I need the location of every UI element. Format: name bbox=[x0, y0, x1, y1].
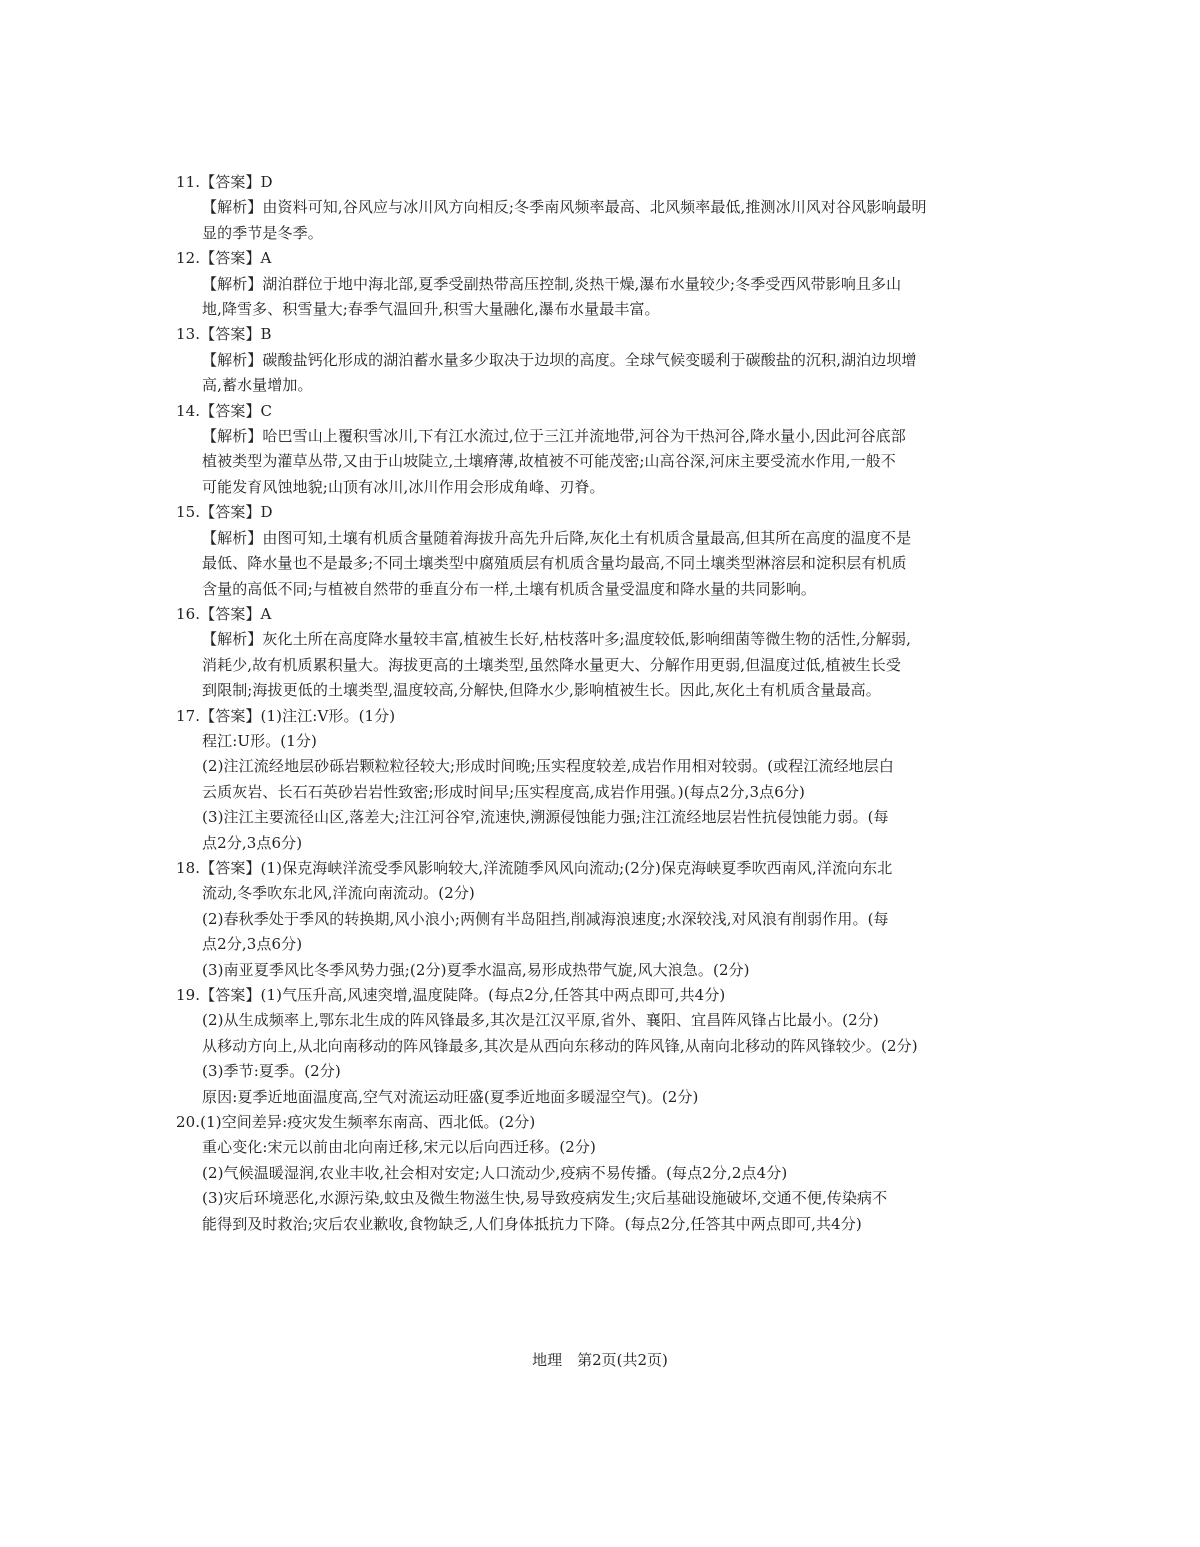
body-line: 地,降雪多、积雪量大;春季气温回升,积雪大量融化,瀑布水量最丰富。 bbox=[202, 300, 660, 319]
body-line: 【解析】灰化土所在高度降水量较丰富,植被生长好,枯枝落叶多;温度较低,影响细菌等微生物的活性,分解弱, bbox=[202, 630, 911, 649]
question-line: 18.【答案】(1)保克海峡洋流受季风影响较大,洋流随季风风向流动;(2分)保克海峡夏季吹西南风,洋流向东北 bbox=[176, 858, 893, 877]
question-line: 12.【答案】A bbox=[176, 249, 272, 268]
body-line: 流动,冬季吹东北风,洋流向南流动。(2分) bbox=[202, 884, 475, 903]
question-line: 13.【答案】B bbox=[176, 325, 272, 344]
body-line: 到限制;海拔更低的土壤类型,温度较高,分解快,但降水少,影响植被生长。因此,灰化土有机质含量最高。 bbox=[202, 681, 881, 700]
body-line: 可能发育风蚀地貌;山顶有冰川,冰川作用会形成角峰、刃脊。 bbox=[202, 477, 605, 496]
body-line: 含量的高低不同;与植被自然带的垂直分布一样,土壤有机质含量受温度和降水量的共同影响。 bbox=[202, 579, 817, 598]
body-line: (3)灾后环境恶化,水源污染,蚊虫及微生物滋生快,易导致疫病发生;灾后基础设施破坏,交通不便,传染病不 bbox=[202, 1189, 888, 1208]
body-line: 从移动方向上,从北向南移动的阵风锋最多,其次是从西向东移动的阵风锋,从南向北移动的阵风锋较少。(2分) bbox=[202, 1036, 918, 1055]
question-line: 16.【答案】A bbox=[176, 604, 272, 623]
body-line: 点2分,3点6分) bbox=[202, 935, 303, 954]
body-line: 最低、降水量也不是最多;不同土壤类型中腐殖质层有机质含量均最高,不同土壤类型淋溶层和淀积层有机质 bbox=[202, 554, 907, 573]
body-line: (3)注江主要流径山区,落差大;注江河谷窄,流速快,溯源侵蚀能力强;注江流经地层岩性抗侵蚀能力弱。(每 bbox=[202, 808, 889, 827]
body-line: 【解析】哈巴雪山上覆积雪冰川,下有江水流过,位于三江并流地带,河谷为干热河谷,降水量小,因此河谷底部 bbox=[202, 427, 906, 446]
body-line: 【解析】碳酸盐钙化形成的湖泊蓄水量多少取决于边坝的高度。全球气候变暖利于碳酸盐的沉积,湖泊边坝增 bbox=[202, 350, 917, 369]
body-line: 【解析】湖泊群位于地中海北部,夏季受副热带高压控制,炎热干燥,瀑布水量较少;冬季受西风带影响且多山 bbox=[202, 274, 902, 293]
question-line: 15.【答案】D bbox=[176, 503, 273, 522]
body-line: 重心变化:宋元以前由北向南迁移,宋元以后向西迁移。(2分) bbox=[202, 1138, 596, 1157]
body-line: 植被类型为灌草丛带,又由于山坡陡立,土壤瘠薄,故植被不可能茂密;山高谷深,河床主要受流水作用,一般不 bbox=[202, 452, 896, 471]
body-line: (2)气候温暖湿润,农业丰收,社会相对安定;人口流动少,疫病不易传播。(每点2分,2点4分) bbox=[202, 1163, 788, 1182]
body-line: (3)季节:夏季。(2分) bbox=[202, 1062, 341, 1081]
body-line: (3)南亚夏季风比冬季风势力强;(2分)夏季水温高,易形成热带气旋,风大浪急。(2分) bbox=[202, 960, 750, 979]
body-line: 【解析】由资料可知,谷风应与冰川风方向相反;冬季南风频率最高、北风频率最低,推测冰川风对谷风影响最明 bbox=[202, 198, 927, 217]
body-line: 原因:夏季近地面温度高,空气对流运动旺盛(夏季近地面多暖湿空气)。(2分) bbox=[202, 1087, 699, 1106]
question-line: 14.【答案】C bbox=[176, 401, 273, 420]
body-line: 能得到及时救治;灾后农业歉收,食物缺乏,人们身体抵抗力下降。(每点2分,任答其中两点即可,共4分) bbox=[202, 1214, 862, 1233]
body-line: 程江:U形。(1分) bbox=[202, 731, 317, 750]
question-line: 20.(1)空间差异:疫灾发生频率东南高、西北低。(2分) bbox=[176, 1113, 536, 1132]
body-line: 点2分,3点6分) bbox=[202, 833, 303, 852]
question-line: 19.【答案】(1)气压升高,风速突增,温度陡降。(每点2分,任答其中两点即可,共4分) bbox=[176, 986, 726, 1004]
body-line: (2)春秋季处于季风的转换期,风小浪小;两侧有半岛阻挡,削减海浪速度;水深较浅,对风浪有削弱作用。(每 bbox=[202, 909, 889, 928]
body-line: 消耗少,故有机质累积量大。海拔更高的土壤类型,虽然降水量更大、分解作用更弱,但温度过低,植被生长受 bbox=[202, 655, 901, 674]
question-line: 17.【答案】(1)注江:V形。(1分) bbox=[176, 706, 396, 725]
body-line: 云质灰岩、长石石英砂岩岩性致密;形成时间早;压实程度高,成岩作用强。)(每点2分,3点6分) bbox=[202, 782, 805, 801]
body-line: (2)注江流经地层砂砾岩颗粒粒径较大;形成时间晚;压实程度较差,成岩作用相对较弱。(或程江流经地层白 bbox=[202, 757, 894, 776]
question-line: 11.【答案】D bbox=[176, 173, 273, 191]
body-line: 显的季节是冬季。 bbox=[202, 223, 323, 242]
answer-document bbox=[176, 170, 1022, 1237]
body-line: 高,蓄水量增加。 bbox=[202, 376, 313, 395]
body-line: 【解析】由图可知,土壤有机质含量随着海拔升高先升后降,灰化土有机质含量最高,但其所在高度的温度不是 bbox=[202, 528, 912, 547]
page-footer: 地理 第2页(共2页) bbox=[532, 1351, 668, 1369]
body-line: (2)从生成频率上,鄂东北生成的阵风锋最多,其次是江汉平原,省外、襄阳、宜昌阵风锋占比最小。(2分) bbox=[202, 1011, 879, 1030]
